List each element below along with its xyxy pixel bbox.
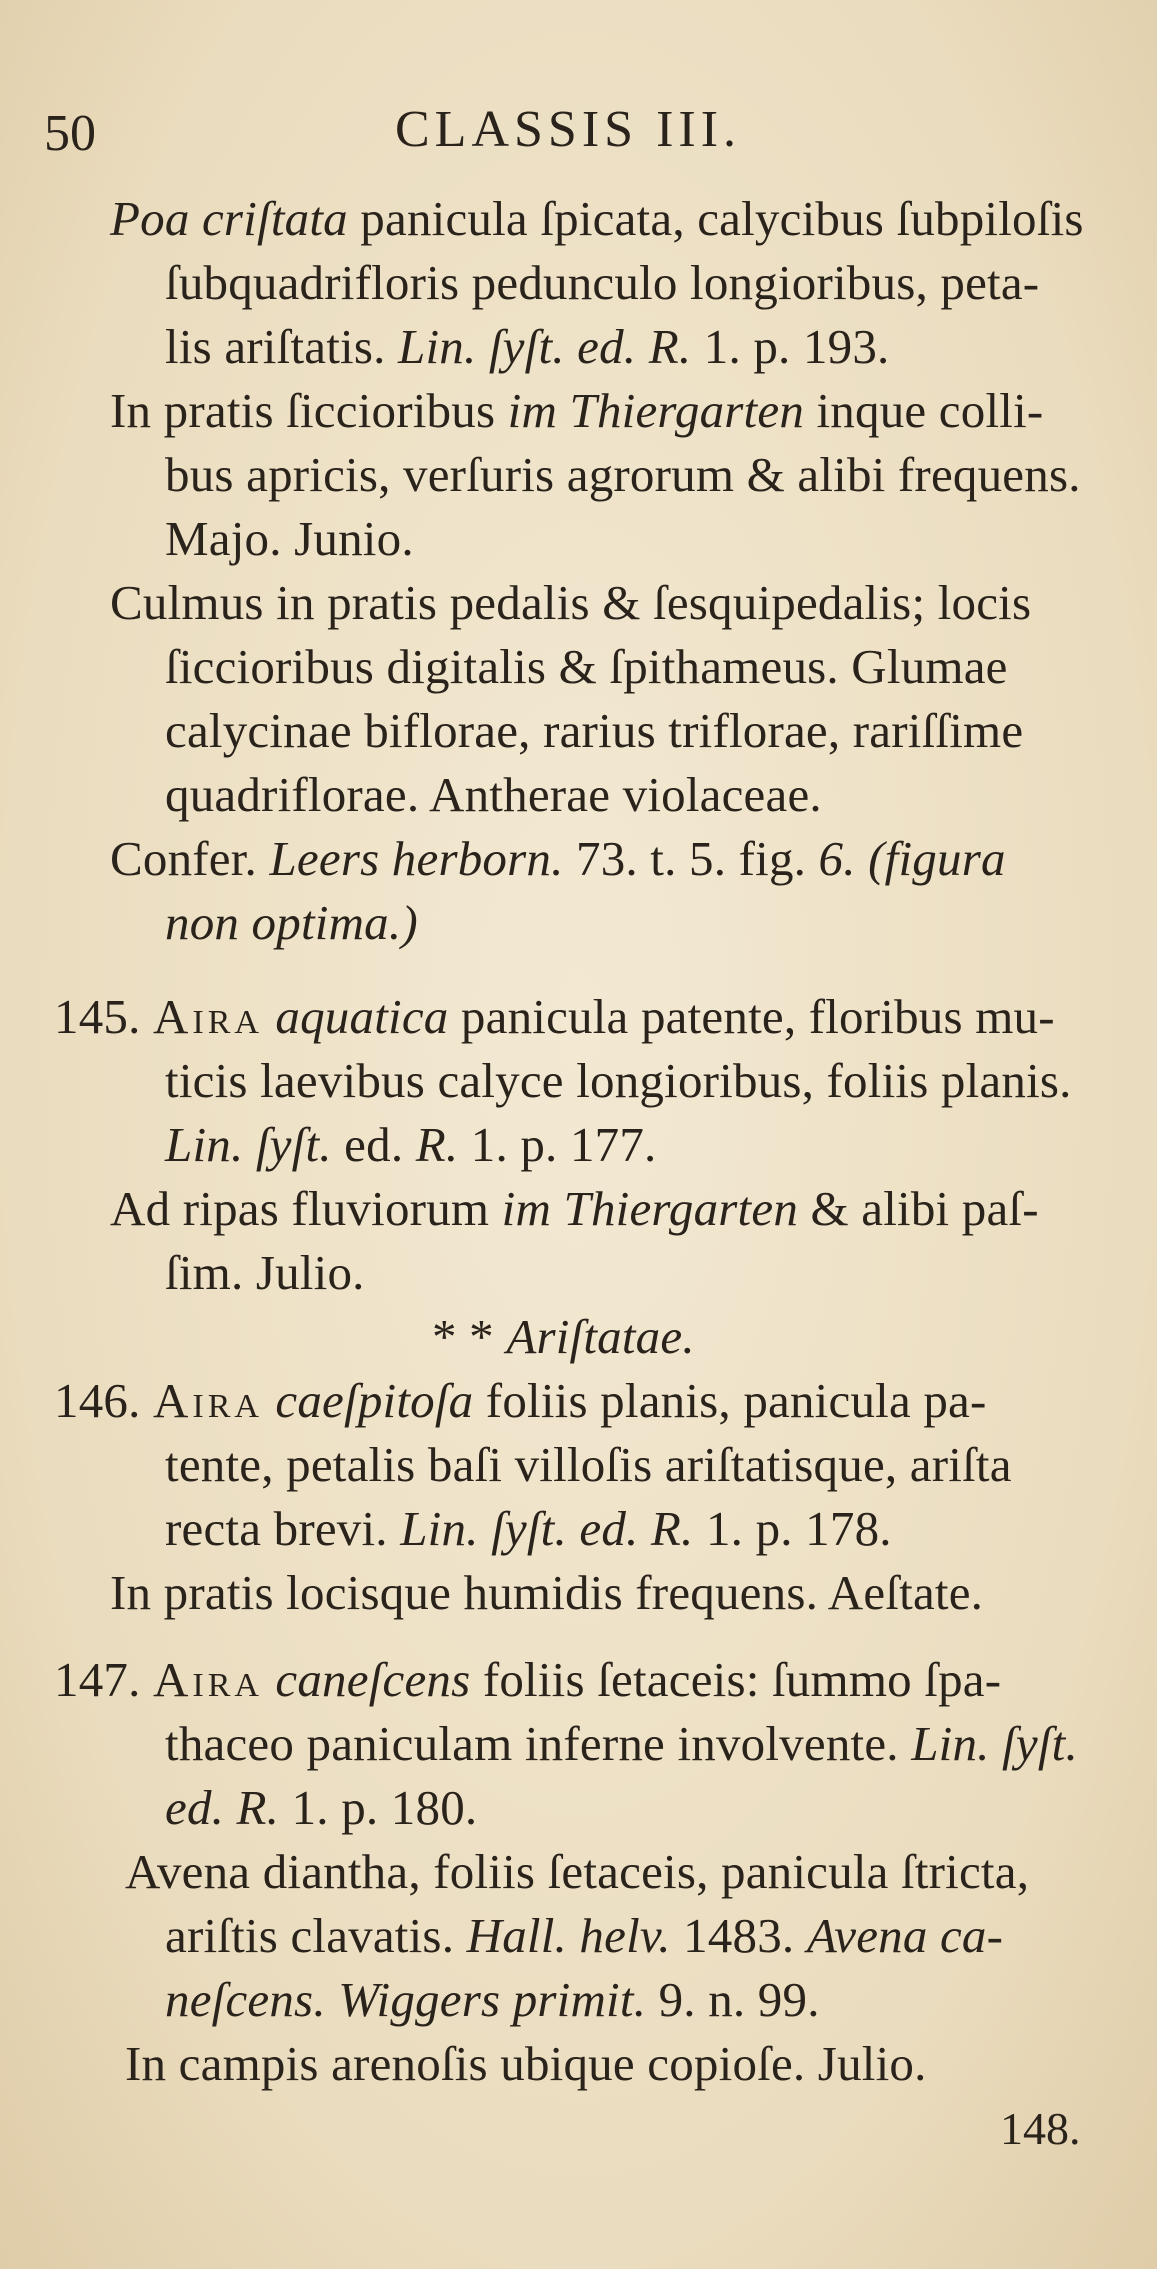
text-line <box>165 1499 892 1559</box>
text-line <box>110 829 1006 889</box>
line-segment: aquatica <box>275 989 449 1044</box>
text-line <box>125 1842 1029 1902</box>
text-line <box>165 1778 477 1838</box>
line-segment: Majo. Junio. <box>165 511 414 566</box>
line-segment: Lin. ſyſt. <box>165 1117 332 1172</box>
line-segment: ed. R. <box>165 1780 280 1835</box>
line-segment: ſubquadrifloris pedunculo longioribus, peta- <box>165 255 1040 310</box>
line-segment: foliis ſetaceis: ſummo ſpa- <box>470 1652 1002 1707</box>
line-segment: Confer. <box>110 831 270 886</box>
text-line <box>110 189 1084 249</box>
line-segment: caeſpitoſa <box>275 1373 474 1428</box>
line-segment: 147. <box>54 1652 153 1707</box>
text-line <box>54 1371 987 1431</box>
text-line <box>165 317 890 377</box>
text-line <box>110 573 1031 633</box>
line-segment: panicula ſpicata, calycibus ſubpiloſis <box>347 191 1084 246</box>
line-segment: Ariſtatae. <box>506 1309 695 1364</box>
text-line <box>165 1435 1012 1495</box>
text-line <box>165 253 1039 313</box>
text-line <box>165 1243 365 1303</box>
line-segment: thaceo paniculam inferne involvente. <box>165 1716 912 1771</box>
text-line <box>165 637 1008 697</box>
line-segment: Avena diantha, foliis ſetaceis, panicula ſtricta, <box>125 1844 1030 1899</box>
line-segment: 1483. <box>670 1908 807 1963</box>
line-segment: Lin. ſyſt. <box>911 1716 1078 1771</box>
line-segment: im Thiergarten <box>501 1181 799 1236</box>
line-segment: In pratis locisque humidis frequens. Aeſtate. <box>110 1565 984 1620</box>
line-segment: tente, petalis baſi villoſis ariſtatisque, ariſta <box>165 1437 1012 1492</box>
text-line <box>165 1970 820 2030</box>
line-segment: Leers herborn. <box>269 831 564 886</box>
line-segment: im Thiergarten <box>507 383 805 438</box>
line-segment: Ad ripas fluviorum <box>110 1181 502 1236</box>
line-segment: Aira <box>153 1373 263 1428</box>
line-segment: Poa criſtata <box>110 191 348 246</box>
line-segment: ticis laevibus calyce longioribus, foliis planis. <box>165 1053 1072 1108</box>
line-segment: caneſcens <box>275 1652 471 1707</box>
line-segment: 1. p. 178. <box>693 1501 892 1556</box>
text-line <box>165 509 414 569</box>
line-segment: In pratis ſiccioribus <box>110 383 508 438</box>
text-line <box>165 1051 1072 1111</box>
line-segment <box>263 989 275 1044</box>
line-segment: 1. p. 193. <box>691 319 890 374</box>
running-title: CLASSIS III. <box>395 101 742 158</box>
text-line <box>54 1650 1001 1710</box>
catchword: 148. <box>1000 2103 1081 2154</box>
line-segment: Lin. ſyſt. ed. R. <box>400 1501 694 1556</box>
text-line <box>110 381 1043 441</box>
text-line <box>125 2034 927 2094</box>
line-segment: 146. <box>54 1373 153 1428</box>
line-segment: inque colli- <box>804 383 1044 438</box>
line-segment: Aira <box>153 989 263 1044</box>
line-segment: Lin. ſyſt. ed. R. <box>398 319 692 374</box>
line-segment: lis ariſtatis. <box>165 319 398 374</box>
text-line <box>110 1179 1039 1239</box>
text-line <box>110 1563 983 1623</box>
line-segment <box>263 1373 275 1428</box>
text-line <box>432 1307 695 1367</box>
line-segment: bus apricis, verſuris agrorum & alibi frequens. <box>165 447 1081 502</box>
line-segment: 1. p. 177. <box>458 1117 657 1172</box>
line-segment: Aira <box>153 1652 263 1707</box>
line-segment: ſiccioribus digitalis & ſpithameus. Glumae <box>165 639 1008 694</box>
text-line <box>165 1906 1003 1966</box>
text-line <box>54 987 1055 1047</box>
line-segment: neſcens. Wiggers primit. <box>165 1972 647 2027</box>
line-segment: recta brevi. <box>165 1501 401 1556</box>
line-segment: ariſtis clavatis. <box>165 1908 467 1963</box>
line-segment: Hall. helv. <box>466 1908 671 1963</box>
line-segment: * * <box>432 1309 507 1364</box>
line-segment: & alibi paſ- <box>798 1181 1039 1236</box>
text-line <box>165 1115 657 1175</box>
line-segment: foliis planis, panicula pa- <box>473 1373 987 1428</box>
line-segment: 9. n. 99. <box>646 1972 820 2027</box>
line-segment: non optima.) <box>165 895 418 950</box>
line-segment: In campis arenoſis ubique copioſe. Julio. <box>125 2036 927 2091</box>
line-segment: Avena ca- <box>806 1908 1004 1963</box>
text-line <box>165 893 418 953</box>
line-segment: 6. (figura <box>818 831 1006 886</box>
text-line <box>165 701 1023 761</box>
line-segment: panicula patente, floribus mu- <box>448 989 1055 1044</box>
page-number: 50 <box>44 105 96 162</box>
line-segment: 1. p. 180. <box>279 1780 478 1835</box>
line-segment: 73. t. 5. fig. <box>563 831 819 886</box>
line-segment: ed. <box>331 1117 416 1172</box>
line-segment: R. <box>415 1117 459 1172</box>
line-segment: quadriflorae. Antherae violaceae. <box>165 767 822 822</box>
line-segment: 145. <box>54 989 153 1044</box>
text-line <box>165 445 1081 505</box>
line-segment: ſim. Julio. <box>165 1245 365 1300</box>
text-line <box>165 1714 1078 1774</box>
line-segment <box>263 1652 275 1707</box>
line-segment: calycinae biflorae, rarius triflorae, rariſſime <box>165 703 1024 758</box>
text-line <box>165 765 822 825</box>
line-segment: Culmus in pratis pedalis & ſesquipedalis; locis <box>110 575 1032 630</box>
